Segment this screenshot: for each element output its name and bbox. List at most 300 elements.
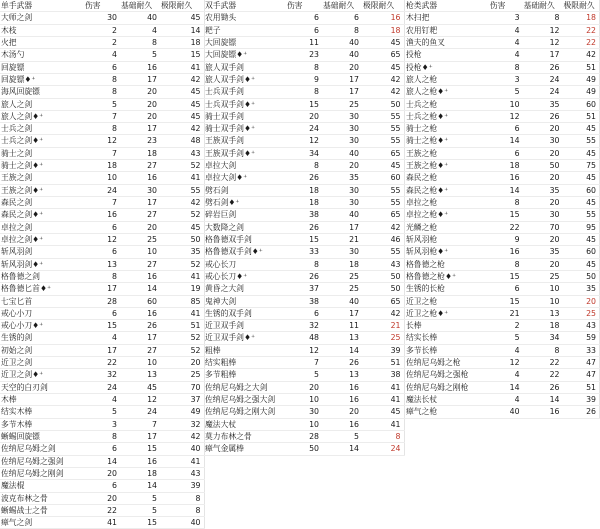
damage-cell: 16 [84,209,120,221]
table-row [204,369,404,381]
two-handed-weapons-table [204,0,405,456]
table-row [405,135,600,147]
base-durability-cell: 17 [523,49,563,61]
max-durability-cell: 18 [160,36,204,48]
weapon-name-cell: 大回旋镖♦⁺ [204,49,286,61]
max-durability-cell: 42 [563,49,600,61]
damage-cell: 15 [489,209,523,221]
max-durability-cell: 15 [160,49,204,61]
damage-cell: 30 [286,406,322,418]
table-row [0,394,204,406]
weapon-name-cell: 佐纳尼乌姆之刚剑 [0,467,84,479]
base-durability-cell: 30 [523,135,563,147]
max-durability-cell: 51 [362,357,404,369]
table-row [0,492,204,504]
weapon-name-cell: 佐纳尼乌姆之刚大剑 [204,406,286,418]
base-durability-cell: 26 [322,357,362,369]
damage-cell: 26 [286,270,322,282]
table-row [0,406,204,418]
base-durability-cell: 50 [523,160,563,172]
base-durability-cell: 12 [120,394,160,406]
base-durability-cell: 10 [120,357,160,369]
max-durability-cell: 47 [563,357,600,369]
damage-cell: 2 [489,320,523,332]
max-durability-cell: 45 [362,160,404,172]
damage-cell: 20 [286,381,322,393]
column-header: 单手武器 [0,0,84,12]
damage-cell: 50 [286,443,322,455]
max-durability-cell: 60 [563,98,600,110]
damage-cell: 6 [84,480,120,492]
max-durability-cell: 14 [160,24,204,36]
damage-cell: 22 [84,504,120,516]
weapon-name-cell: 旅人之剑 [0,98,84,110]
max-durability-cell: 41 [160,172,204,184]
weapon-name-cell: 七宝匕首 [0,295,84,307]
max-durability-cell: 51 [563,381,600,393]
base-durability-cell: 17 [322,307,362,319]
weapon-name-cell: 生锈的双手剑 [204,307,286,319]
max-durability-cell: 42 [160,73,204,85]
weapon-name-cell: 旅人双手剑 [204,61,286,73]
table-row [405,12,600,24]
base-durability-cell: 17 [120,73,160,85]
table-row [0,123,204,135]
base-durability-cell: 40 [322,36,362,48]
damage-cell: 3 [489,73,523,85]
base-durability-cell: 11 [322,320,362,332]
table-row [204,73,404,85]
max-durability-cell: 18 [563,12,600,24]
table-row [0,135,204,147]
weapon-name-cell: 王族之剑♦⁺ [0,184,84,196]
weapon-name-cell: 戒心小刀 [0,307,84,319]
weapon-name-cell: 卓拉大剑 [204,160,286,172]
base-durability-cell: 21 [322,233,362,245]
damage-cell: 4 [84,49,120,61]
max-durability-cell: 65 [362,49,404,61]
weapon-name-cell: 近卫之枪♦⁺ [405,307,489,319]
weapon-name-cell: 木棒 [0,394,84,406]
weapon-name-cell: 光鳞之枪 [405,221,489,233]
table-row [405,197,600,209]
weapon-name-cell: 戒心长刀 [204,258,286,270]
weapon-name-cell: 结实长棒 [405,332,489,344]
max-durability-cell: 60 [563,246,600,258]
table-row [405,36,600,48]
damage-cell: 10 [84,172,120,184]
base-durability-cell: 13 [322,369,362,381]
max-durability-cell: 41 [160,270,204,282]
base-durability-cell: 12 [523,24,563,36]
max-durability-cell: 55 [563,135,600,147]
table-row [405,394,600,406]
base-durability-cell: 20 [523,147,563,159]
base-durability-cell: 27 [120,209,160,221]
damage-cell: 10 [286,394,322,406]
table-row [0,418,204,430]
damage-cell: 5 [286,369,322,381]
max-durability-cell: 52 [160,344,204,356]
table-row [0,172,204,184]
weapon-name-cell: 波克布林之骨 [0,492,84,504]
damage-cell: 3 [84,418,120,430]
table-row [0,24,204,36]
base-durability-cell: 20 [523,172,563,184]
max-durability-cell: 40 [160,443,204,455]
base-durability-cell: 16 [322,381,362,393]
max-durability-cell: 32 [160,418,204,430]
max-durability-cell: 40 [160,517,204,529]
base-durability-cell: 20 [322,160,362,172]
weapon-name-cell: 佐纳尼乌姆之强剑 [0,455,84,467]
damage-cell: 17 [84,344,120,356]
spear-weapons-table [405,0,600,419]
max-durability-cell: 50 [362,283,404,295]
table-row [204,184,404,196]
table-row [405,73,600,85]
base-durability-cell: 20 [120,110,160,122]
damage-cell: 4 [84,394,120,406]
max-durability-cell: 43 [160,147,204,159]
base-durability-cell: 13 [322,332,362,344]
base-durability-cell: 27 [120,344,160,356]
weapon-name-cell: 大数降之剑 [204,221,286,233]
table-row [405,61,600,73]
damage-cell: 3 [489,12,523,24]
column-header: 基础耐久 [120,0,160,12]
damage-cell: 7 [84,147,120,159]
max-durability-cell: 50 [362,98,404,110]
weapon-name-cell: 回旋镖 [0,61,84,73]
damage-cell: 4 [84,332,120,344]
header-row [204,0,404,12]
base-durability-cell: 40 [322,209,362,221]
weapon-name-cell: 耙子 [204,24,286,36]
damage-cell: 4 [489,344,523,356]
damage-cell: 12 [84,135,120,147]
table-row [0,110,204,122]
weapon-name-cell: 魔法长杖 [405,394,489,406]
base-durability-cell: 14 [322,344,362,356]
table-row [405,98,600,110]
table-row [405,123,600,135]
max-durability-cell: 45 [160,98,204,110]
table-row [204,233,404,245]
damage-cell: 5 [84,406,120,418]
max-durability-cell: 55 [563,209,600,221]
max-durability-cell: 45 [160,86,204,98]
damage-cell: 20 [286,110,322,122]
table-row [204,221,404,233]
max-durability-cell: 60 [362,172,404,184]
base-durability-cell: 26 [523,61,563,73]
table-row [204,246,404,258]
base-durability-cell: 4 [120,24,160,36]
base-durability-cell: 14 [523,394,563,406]
table-row [0,357,204,369]
damage-cell: 8 [84,270,120,282]
max-durability-cell: 43 [362,258,404,270]
weapon-name-cell: 王族双手剑♦⁺ [204,147,286,159]
max-durability-cell: 25 [362,332,404,344]
max-durability-cell: 8 [362,430,404,442]
table-row [204,147,404,159]
weapon-name-cell: 回旋镖♦⁺ [0,73,84,85]
base-durability-cell: 23 [120,135,160,147]
damage-cell: 4 [489,24,523,36]
damage-cell: 38 [286,209,322,221]
base-durability-cell: 20 [523,197,563,209]
base-durability-cell: 16 [322,418,362,430]
table-row [204,86,404,98]
weapon-name-cell: 火把 [0,36,84,48]
table-row [0,197,204,209]
table-row [0,504,204,516]
damage-cell: 12 [286,344,322,356]
max-durability-cell: 52 [160,209,204,221]
table-row [204,258,404,270]
weapon-name-cell: 森民之剑♦⁺ [0,209,84,221]
weapon-name-cell: 格鲁德匕首♦⁺ [0,283,84,295]
max-durability-cell: 39 [160,480,204,492]
base-durability-cell: 14 [322,443,362,455]
max-durability-cell: 39 [563,394,600,406]
weapon-name-cell: 卓拉之剑 [0,221,84,233]
max-durability-cell: 45 [563,172,600,184]
max-durability-cell: 45 [563,147,600,159]
base-durability-cell: 14 [120,283,160,295]
max-durability-cell: 20 [563,295,600,307]
header-row [405,0,600,12]
damage-cell: 6 [84,307,120,319]
damage-cell: 30 [84,12,120,24]
base-durability-cell: 30 [322,110,362,122]
damage-cell: 24 [84,381,120,393]
weapon-name-cell: 木扫把 [405,12,489,24]
header-row [0,0,204,12]
base-durability-cell: 16 [120,172,160,184]
weapon-name-cell: 黄昏之大剑 [204,283,286,295]
max-durability-cell: 70 [160,381,204,393]
damage-cell: 17 [84,283,120,295]
weapon-name-cell: 结实木棒 [0,406,84,418]
weapon-name-cell: 木汤勺 [0,49,84,61]
base-durability-cell: 10 [120,246,160,258]
max-durability-cell: 22 [563,24,600,36]
weapon-name-cell: 戒心长刀♦⁺ [204,270,286,282]
base-durability-cell: 16 [120,455,160,467]
base-durability-cell: 14 [120,480,160,492]
weapon-name-cell: 士兵双手剑♦⁺ [204,98,286,110]
base-durability-cell: 24 [120,406,160,418]
damage-cell: 37 [286,283,322,295]
base-durability-cell: 12 [523,36,563,48]
base-durability-cell: 25 [322,270,362,282]
max-durability-cell: 42 [362,221,404,233]
table-row [0,36,204,48]
table-row [405,381,600,393]
weapon-name-cell: 近卫之剑♦⁺ [0,369,84,381]
column-header: 伤害 [286,0,322,12]
table-row [0,258,204,270]
base-durability-cell: 17 [120,197,160,209]
weapon-name-cell: 旅人之枪♦⁺ [405,86,489,98]
table-row [405,307,600,319]
damage-cell: 2 [84,24,120,36]
weapon-name-cell: 碎岩巨剑 [204,209,286,221]
max-durability-cell: 45 [563,258,600,270]
max-durability-cell: 19 [160,283,204,295]
column-header: 双手武器 [204,0,286,12]
damage-cell: 4 [489,49,523,61]
weapon-name-cell: 结实粗棒 [204,357,286,369]
table-row [204,295,404,307]
weapon-name-cell: 士兵之枪 [405,98,489,110]
weapon-name-cell: 森民之剑 [0,197,84,209]
max-durability-cell: 18 [362,24,404,36]
table-row [204,209,404,221]
damage-cell: 16 [489,246,523,258]
base-durability-cell: 20 [120,221,160,233]
weapon-name-cell: 佐纳尼乌姆之枪 [405,357,489,369]
base-durability-cell: 7 [120,418,160,430]
damage-cell: 5 [84,98,120,110]
weapon-name-cell: 农用钉耙 [405,24,489,36]
table-row [204,307,404,319]
weapon-name-cell: 近卫双手剑 [204,320,286,332]
max-durability-cell: 42 [160,123,204,135]
damage-cell: 10 [489,98,523,110]
base-durability-cell: 25 [322,283,362,295]
max-durability-cell: 45 [362,61,404,73]
base-durability-cell: 10 [523,295,563,307]
max-durability-cell: 25 [563,307,600,319]
base-durability-cell: 17 [322,73,362,85]
table-row [405,270,600,282]
damage-cell: 4 [489,369,523,381]
damage-cell: 24 [286,123,322,135]
base-durability-cell: 17 [120,123,160,135]
max-durability-cell: 45 [563,123,600,135]
table-row [204,49,404,61]
max-durability-cell: 38 [362,369,404,381]
weapon-name-cell: 格鲁德之枪 [405,258,489,270]
table-row [0,73,204,85]
base-durability-cell: 20 [322,406,362,418]
max-durability-cell: 85 [160,295,204,307]
damage-cell: 9 [286,73,322,85]
max-durability-cell: 45 [563,233,600,245]
base-durability-cell: 17 [120,332,160,344]
base-durability-cell: 25 [523,270,563,282]
base-durability-cell: 35 [322,172,362,184]
damage-cell: 20 [84,467,120,479]
weapon-name-cell: 王族之枪 [405,147,489,159]
weapon-name-cell: 蜥蜴战士之骨 [0,504,84,516]
damage-cell: 48 [286,332,322,344]
damage-cell: 15 [286,98,322,110]
base-durability-cell: 40 [120,12,160,24]
damage-cell: 28 [84,295,120,307]
max-durability-cell: 95 [563,221,600,233]
max-durability-cell: 8 [160,504,204,516]
table-row [0,209,204,221]
weapon-name-cell: 格鲁德之枪♦⁺ [405,270,489,282]
base-durability-cell: 20 [523,258,563,270]
weapon-name-cell: 长棒 [405,320,489,332]
table-row [204,12,404,24]
max-durability-cell: 55 [362,110,404,122]
weapon-name-cell: 士兵之剑♦⁺ [0,135,84,147]
base-durability-cell: 18 [322,258,362,270]
table-row [204,123,404,135]
table-row [204,332,404,344]
max-durability-cell: 51 [563,61,600,73]
max-durability-cell: 55 [362,135,404,147]
max-durability-cell: 55 [362,197,404,209]
table-row [0,369,204,381]
base-durability-cell: 20 [120,98,160,110]
base-durability-cell: 16 [322,394,362,406]
max-durability-cell: 45 [362,36,404,48]
damage-cell: 4 [489,36,523,48]
max-durability-cell: 42 [362,86,404,98]
base-durability-cell: 60 [120,295,160,307]
max-durability-cell: 59 [563,332,600,344]
column-header: 极限耐久 [362,0,404,12]
max-durability-cell: 41 [362,418,404,430]
weapon-name-cell: 蜥蜴回旋镖 [0,430,84,442]
weapon-name-cell: 士兵之枪♦⁺ [405,110,489,122]
base-durability-cell: 18 [120,147,160,159]
damage-cell: 6 [84,61,120,73]
damage-cell: 9 [489,233,523,245]
base-durability-cell: 22 [523,357,563,369]
table-row [405,246,600,258]
base-durability-cell: 15 [120,517,160,529]
damage-cell: 14 [84,455,120,467]
base-durability-cell: 13 [523,307,563,319]
base-durability-cell: 30 [322,123,362,135]
weapon-name-cell: 士兵之剑 [0,123,84,135]
damage-cell: 13 [84,258,120,270]
table-row [405,24,600,36]
table-row [0,246,204,258]
base-durability-cell: 5 [120,49,160,61]
damage-cell: 18 [286,197,322,209]
weapon-name-cell: 大回旋镖 [204,36,286,48]
base-durability-cell: 26 [523,381,563,393]
table-row [0,160,204,172]
base-durability-cell: 45 [120,381,160,393]
base-durability-cell: 25 [322,98,362,110]
weapon-name-cell: 农用锄头 [204,12,286,24]
table-row [0,233,204,245]
weapon-name-cell: 骑士之剑 [0,147,84,159]
weapon-name-cell: 王族之剑 [0,172,84,184]
base-durability-cell: 27 [120,160,160,172]
weapon-name-cell: 魔法棍 [0,480,84,492]
table-row [204,36,404,48]
max-durability-cell: 41 [362,394,404,406]
max-durability-cell: 22 [563,36,600,48]
damage-cell: 5 [489,332,523,344]
base-durability-cell: 30 [322,197,362,209]
weapon-name-cell: 佐纳尼乌姆之刚枪 [405,381,489,393]
weapon-name-cell: 森民之枪♦⁺ [405,184,489,196]
damage-cell: 6 [84,246,120,258]
